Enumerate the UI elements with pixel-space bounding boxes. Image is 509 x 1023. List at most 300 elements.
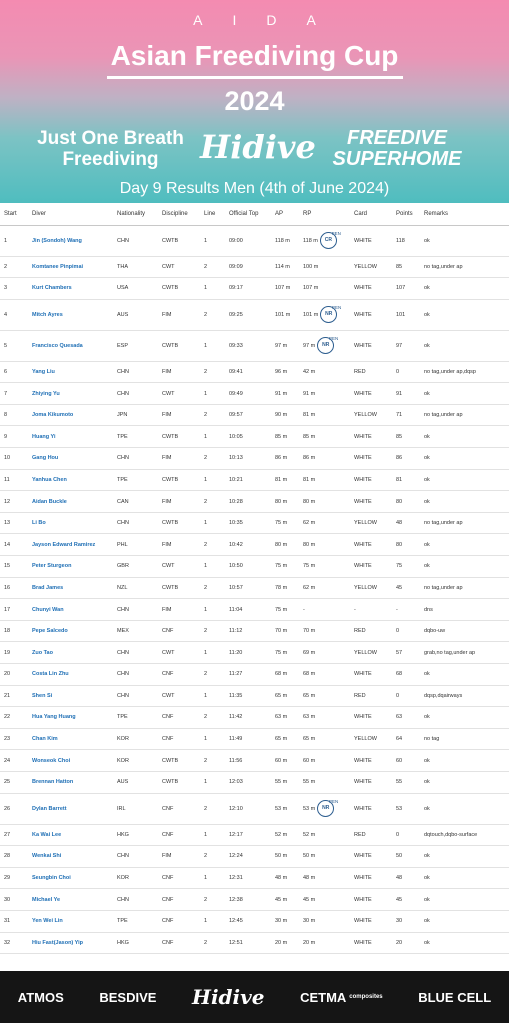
column-header-nationality: Nationality	[113, 203, 158, 225]
sponsor-footer	[0, 971, 509, 1023]
line-cell: 2	[200, 256, 225, 278]
diver-name[interactable]: Yanhua Chen	[28, 469, 113, 491]
remarks-cell: ok	[420, 793, 509, 824]
event-year: 2024	[224, 86, 285, 116]
rp-value: 86 m	[303, 455, 316, 462]
card-cell: -	[350, 599, 392, 621]
start-cell: 23	[0, 728, 28, 750]
rp-cell	[299, 910, 350, 932]
remarks-cell: ok	[420, 225, 509, 256]
remarks-cell: ok	[420, 889, 509, 911]
table-row	[0, 707, 509, 729]
sponsor-just-one-breath: Just One Breath Freediving	[37, 128, 184, 170]
discipline-cell: CWTB	[158, 512, 200, 534]
column-header-ap: AP	[271, 203, 299, 225]
discipline-cell: CWT	[158, 256, 200, 278]
rp-value: 52 m	[303, 831, 316, 838]
discipline-cell: FIM	[158, 534, 200, 556]
besdive-logo	[99, 990, 156, 1005]
diver-name[interactable]: Chan Kim	[28, 728, 113, 750]
rp-value: -	[303, 606, 305, 613]
table-row	[0, 846, 509, 868]
line-cell: 1	[200, 278, 225, 300]
table-row	[0, 225, 509, 256]
pen-label: PEN	[332, 305, 342, 311]
card-cell: WHITE	[350, 383, 392, 405]
remarks-cell: ok	[420, 910, 509, 932]
rp-value: 68 m	[303, 671, 316, 678]
start-cell: 31	[0, 910, 28, 932]
record-badge-icon	[320, 305, 342, 323]
rp-value: 62 m	[303, 584, 316, 591]
points-cell: 91	[392, 383, 420, 405]
nationality-cell: CHN	[113, 512, 158, 534]
discipline-cell: CWTB	[158, 225, 200, 256]
remarks-cell: grab,no tag,under ap	[420, 642, 509, 664]
start-cell: 29	[0, 867, 28, 889]
rp-cell	[299, 846, 350, 868]
start-cell: 18	[0, 620, 28, 642]
nationality-cell: CHN	[113, 361, 158, 383]
rp-cell	[299, 867, 350, 889]
diver-name[interactable]: Dylan Barrett	[28, 793, 113, 824]
official-top-cell: 11:56	[225, 750, 271, 772]
atmos-logo-text: ATMOS	[17, 989, 64, 1005]
remarks-cell: ok	[420, 491, 509, 513]
remarks-cell: ok	[420, 556, 509, 578]
ap-cell: 63 m	[271, 707, 299, 729]
remarks-cell: dqbo-uw	[420, 620, 509, 642]
ap-cell: 53 m	[271, 793, 299, 824]
pen-label: PEN	[331, 231, 341, 236]
start-cell: 2	[0, 256, 28, 278]
line-cell: 1	[200, 685, 225, 707]
rp-cell	[299, 330, 350, 361]
title-underline	[107, 76, 403, 79]
table-row	[0, 824, 509, 846]
ap-cell: 45 m	[271, 889, 299, 911]
discipline-cell: FIM	[158, 299, 200, 330]
diver-name[interactable]: Yen Wei Lin	[28, 910, 113, 932]
rp-cell	[299, 728, 350, 750]
start-cell: 10	[0, 448, 28, 470]
official-top-cell: 12:45	[225, 910, 271, 932]
ap-cell: 75 m	[271, 512, 299, 534]
start-cell: 9	[0, 426, 28, 448]
column-header-diver: Diver	[28, 203, 113, 225]
points-cell: 85	[392, 426, 420, 448]
official-top-cell: 09:41	[225, 361, 271, 383]
remarks-cell: ok	[420, 750, 509, 772]
card-cell: WHITE	[350, 750, 392, 772]
rp-value: 97 m	[303, 343, 316, 350]
start-cell: 13	[0, 512, 28, 534]
start-cell: 5	[0, 330, 28, 361]
remarks-cell: ok	[420, 867, 509, 889]
table-row	[0, 642, 509, 664]
line-cell: 2	[200, 846, 225, 868]
remarks-cell: ok	[420, 469, 509, 491]
official-top-cell: 12:38	[225, 889, 271, 911]
discipline-cell: CNF	[158, 620, 200, 642]
rp-value: 65 m	[303, 692, 316, 699]
nationality-cell: PHL	[113, 534, 158, 556]
card-cell: WHITE	[350, 330, 392, 361]
nationality-cell: CHN	[113, 664, 158, 686]
official-top-cell: 11:27	[225, 664, 271, 686]
diver-name[interactable]: Kurt Chambers	[28, 278, 113, 300]
card-cell: WHITE	[350, 426, 392, 448]
rp-value: 60 m	[303, 757, 316, 764]
official-top-cell: 09:49	[225, 383, 271, 405]
official-top-cell: 11:04	[225, 599, 271, 621]
diver-name[interactable]: Wenkai Shi	[28, 846, 113, 868]
remarks-cell: ok	[420, 771, 509, 793]
diver-name[interactable]: Yang Liu	[28, 361, 113, 383]
line-cell: 1	[200, 642, 225, 664]
card-cell: WHITE	[350, 491, 392, 513]
rp-cell	[299, 426, 350, 448]
diver-name[interactable]: Peter Sturgeon	[28, 556, 113, 578]
table-row	[0, 664, 509, 686]
rp-value: 20 m	[303, 939, 316, 946]
line-cell: 1	[200, 225, 225, 256]
rp-cell	[299, 469, 350, 491]
ap-cell: 96 m	[271, 361, 299, 383]
start-cell: 21	[0, 685, 28, 707]
points-cell: 30	[392, 910, 420, 932]
ap-cell: 68 m	[271, 664, 299, 686]
discipline-cell: FIM	[158, 599, 200, 621]
points-cell: 48	[392, 512, 420, 534]
pen-label: PEN	[328, 336, 339, 342]
points-cell: 81	[392, 469, 420, 491]
diver-name[interactable]: Hua Yang Huang	[28, 707, 113, 729]
atmos-logo	[18, 990, 64, 1005]
ap-cell: 81 m	[271, 469, 299, 491]
ap-cell: 55 m	[271, 771, 299, 793]
column-header-discipline: Discipline	[158, 203, 200, 225]
diver-name[interactable]: Pepe Salcedo	[28, 620, 113, 642]
remarks-cell: no tag,under ap	[420, 577, 509, 599]
official-top-cell: 10:13	[225, 448, 271, 470]
rp-value: 69 m	[303, 649, 316, 656]
nationality-cell: CHN	[113, 599, 158, 621]
record-badge-label: NR	[322, 342, 330, 349]
discipline-cell: CNF	[158, 707, 200, 729]
card-cell: WHITE	[350, 448, 392, 470]
rp-value: 45 m	[303, 896, 316, 903]
diver-name[interactable]: Jayson Edward Ramirez	[28, 534, 113, 556]
table-row	[0, 750, 509, 772]
table-row	[0, 867, 509, 889]
ap-cell: 80 m	[271, 534, 299, 556]
ap-cell: 65 m	[271, 728, 299, 750]
table-row	[0, 330, 509, 361]
diver-name[interactable]: Aidan Buckle	[28, 491, 113, 513]
card-cell: YELLOW	[350, 404, 392, 426]
table-row	[0, 793, 509, 824]
diver-name[interactable]: Seungbin Choi	[28, 867, 113, 889]
diver-name[interactable]: Zuo Tao	[28, 642, 113, 664]
line-cell: 2	[200, 664, 225, 686]
diver-name[interactable]: Li Bo	[28, 512, 113, 534]
rp-value: 80 m	[303, 541, 316, 548]
rp-cell	[299, 404, 350, 426]
line-cell: 1	[200, 556, 225, 578]
rp-cell	[299, 361, 350, 383]
points-cell: 63	[392, 707, 420, 729]
sponsor-freedive-superhome: FREEDIVE SUPERHOME	[332, 127, 462, 170]
start-cell: 27	[0, 824, 28, 846]
diver-name[interactable]: Brad James	[28, 577, 113, 599]
diver-name[interactable]: Komtanee Pinpimai	[28, 256, 113, 278]
points-cell: 0	[392, 824, 420, 846]
card-cell: RED	[350, 685, 392, 707]
table-row	[0, 469, 509, 491]
rp-cell	[299, 642, 350, 664]
nationality-cell: HKG	[113, 824, 158, 846]
nationality-cell: IRL	[113, 793, 158, 824]
diver-name[interactable]: Huang Yi	[28, 426, 113, 448]
ap-cell: 52 m	[271, 824, 299, 846]
line-cell: 1	[200, 867, 225, 889]
start-cell: 30	[0, 889, 28, 911]
official-top-cell: 12:03	[225, 771, 271, 793]
start-cell: 25	[0, 771, 28, 793]
cetma-logo	[300, 990, 383, 1005]
nationality-cell: THA	[113, 256, 158, 278]
discipline-cell: CWTB	[158, 771, 200, 793]
card-cell: YELLOW	[350, 256, 392, 278]
table-row	[0, 426, 509, 448]
results-table-wrapper	[0, 203, 509, 971]
nationality-cell: CAN	[113, 491, 158, 513]
nationality-cell: KOR	[113, 750, 158, 772]
official-top-cell: 10:42	[225, 534, 271, 556]
card-cell: WHITE	[350, 469, 392, 491]
ap-cell: 80 m	[271, 491, 299, 513]
line-cell: 1	[200, 728, 225, 750]
remarks-cell: ok	[420, 846, 509, 868]
card-cell: WHITE	[350, 846, 392, 868]
card-cell: WHITE	[350, 278, 392, 300]
discipline-cell: FIM	[158, 404, 200, 426]
remarks-cell: dqtouch,dqbo-surface	[420, 824, 509, 846]
ap-cell: 90 m	[271, 404, 299, 426]
column-header-points: Points	[392, 203, 420, 225]
start-cell: 4	[0, 299, 28, 330]
rp-cell	[299, 491, 350, 513]
ap-cell: 118 m	[271, 225, 299, 256]
points-cell: 48	[392, 867, 420, 889]
discipline-cell: CNF	[158, 910, 200, 932]
diver-name[interactable]: Brennan Hatton	[28, 771, 113, 793]
discipline-cell: CWTB	[158, 426, 200, 448]
card-cell: WHITE	[350, 556, 392, 578]
rp-cell	[299, 556, 350, 578]
rp-cell	[299, 448, 350, 470]
diver-name[interactable]: Ka Wai Lee	[28, 824, 113, 846]
discipline-cell: FIM	[158, 491, 200, 513]
remarks-cell: dqsp,dqairways	[420, 685, 509, 707]
cetma-logo-subtext: composites	[349, 994, 383, 1000]
record-badge-label: NR	[322, 805, 330, 812]
official-top-cell: 12:31	[225, 867, 271, 889]
card-cell: YELLOW	[350, 728, 392, 750]
nationality-cell: CHN	[113, 448, 158, 470]
discipline-cell: CWT	[158, 556, 200, 578]
points-cell: 68	[392, 664, 420, 686]
ap-cell: 75 m	[271, 642, 299, 664]
ap-cell: 91 m	[271, 383, 299, 405]
table-row	[0, 404, 509, 426]
nationality-cell: AUS	[113, 771, 158, 793]
column-header-official-top: Official Top	[225, 203, 271, 225]
rp-cell	[299, 824, 350, 846]
ap-cell: 75 m	[271, 599, 299, 621]
column-header-start: Start	[0, 203, 28, 225]
rp-value: 65 m	[303, 736, 316, 743]
ap-cell: 85 m	[271, 426, 299, 448]
diver-name[interactable]: Michael Ye	[28, 889, 113, 911]
table-row	[0, 910, 509, 932]
nationality-cell: AUS	[113, 299, 158, 330]
points-cell: 55	[392, 771, 420, 793]
bluecell-logo	[418, 990, 491, 1005]
diver-name[interactable]: Shen Si	[28, 685, 113, 707]
points-cell: 75	[392, 556, 420, 578]
remarks-cell: no tag,under ap	[420, 404, 509, 426]
diver-name[interactable]: Costa Lin Zhu	[28, 664, 113, 686]
ap-cell: 20 m	[271, 932, 299, 954]
line-cell: 2	[200, 793, 225, 824]
record-badge-icon	[320, 231, 341, 249]
remarks-cell: no tag	[420, 728, 509, 750]
rp-value: 42 m	[303, 368, 316, 375]
start-cell: 6	[0, 361, 28, 383]
rp-cell	[299, 512, 350, 534]
points-cell: 64	[392, 728, 420, 750]
discipline-cell: CNF	[158, 664, 200, 686]
nationality-cell: KOR	[113, 728, 158, 750]
start-cell: 7	[0, 383, 28, 405]
rp-cell	[299, 932, 350, 954]
points-cell: 0	[392, 620, 420, 642]
line-cell: 2	[200, 750, 225, 772]
start-cell: 8	[0, 404, 28, 426]
table-row	[0, 556, 509, 578]
rp-value: 101 m	[303, 312, 319, 319]
line-cell: 1	[200, 469, 225, 491]
remarks-cell: ok	[420, 383, 509, 405]
card-cell: WHITE	[350, 793, 392, 824]
table-row	[0, 932, 509, 954]
rp-cell	[299, 707, 350, 729]
points-cell: 80	[392, 491, 420, 513]
remarks-cell: ok	[420, 426, 509, 448]
nationality-cell: CHN	[113, 383, 158, 405]
line-cell: 2	[200, 404, 225, 426]
official-top-cell: 12:17	[225, 824, 271, 846]
official-top-cell: 09:00	[225, 225, 271, 256]
diver-name[interactable]: Chunyi Wan	[28, 599, 113, 621]
start-cell: 28	[0, 846, 28, 868]
discipline-cell: FIM	[158, 846, 200, 868]
diver-name[interactable]: Gang Hou	[28, 448, 113, 470]
rp-cell	[299, 620, 350, 642]
diver-name[interactable]: Hiu Fast(Jason) Yip	[28, 932, 113, 954]
official-top-cell: 09:09	[225, 256, 271, 278]
nationality-cell: TPE	[113, 426, 158, 448]
diver-name[interactable]: Zhiying Yu	[28, 383, 113, 405]
discipline-cell: CNF	[158, 728, 200, 750]
diver-name[interactable]: Francisco Quesada	[28, 330, 113, 361]
start-cell: 3	[0, 278, 28, 300]
remarks-cell: ok	[420, 330, 509, 361]
rp-cell	[299, 299, 350, 330]
remarks-cell: no tag,under ap,dqsp	[420, 361, 509, 383]
discipline-cell: CWTB	[158, 278, 200, 300]
discipline-cell: CNF	[158, 824, 200, 846]
points-cell: 50	[392, 846, 420, 868]
official-top-cell: 10:35	[225, 512, 271, 534]
diver-name[interactable]: Wonseok Choi	[28, 750, 113, 772]
rp-cell	[299, 889, 350, 911]
points-cell: -	[392, 599, 420, 621]
card-cell: WHITE	[350, 867, 392, 889]
line-cell: 2	[200, 707, 225, 729]
nationality-cell: CHN	[113, 889, 158, 911]
diver-name[interactable]: Joma Kikumoto	[28, 404, 113, 426]
table-row	[0, 361, 509, 383]
official-top-cell: 11:35	[225, 685, 271, 707]
table-row	[0, 256, 509, 278]
rp-cell	[299, 599, 350, 621]
rp-cell	[299, 685, 350, 707]
table-row	[0, 620, 509, 642]
sponsor-hidive: Hidive	[200, 128, 316, 166]
ap-cell: 30 m	[271, 910, 299, 932]
points-cell: 101	[392, 299, 420, 330]
nationality-cell: KOR	[113, 867, 158, 889]
ap-cell: 101 m	[271, 299, 299, 330]
table-row	[0, 491, 509, 513]
rp-value: 81 m	[303, 412, 316, 419]
card-cell: WHITE	[350, 771, 392, 793]
rp-value: 55 m	[303, 779, 316, 786]
start-cell: 32	[0, 932, 28, 954]
table-row	[0, 728, 509, 750]
discipline-cell: CNF	[158, 889, 200, 911]
record-badge-icon	[317, 799, 339, 817]
official-top-cell: 11:49	[225, 728, 271, 750]
card-cell: YELLOW	[350, 512, 392, 534]
card-cell: YELLOW	[350, 642, 392, 664]
ap-cell: 50 m	[271, 846, 299, 868]
nationality-cell: JPN	[113, 404, 158, 426]
remarks-cell: no tag,under ap	[420, 512, 509, 534]
line-cell: 2	[200, 361, 225, 383]
rp-cell	[299, 793, 350, 824]
ap-cell: 114 m	[271, 256, 299, 278]
diver-name[interactable]: Mitch Ayres	[28, 299, 113, 330]
diver-name[interactable]: Jin (Sondoh) Wang	[28, 225, 113, 256]
ap-cell: 78 m	[271, 577, 299, 599]
rp-value: 100 m	[303, 263, 319, 270]
official-top-cell: 09:33	[225, 330, 271, 361]
ap-cell: 107 m	[271, 278, 299, 300]
